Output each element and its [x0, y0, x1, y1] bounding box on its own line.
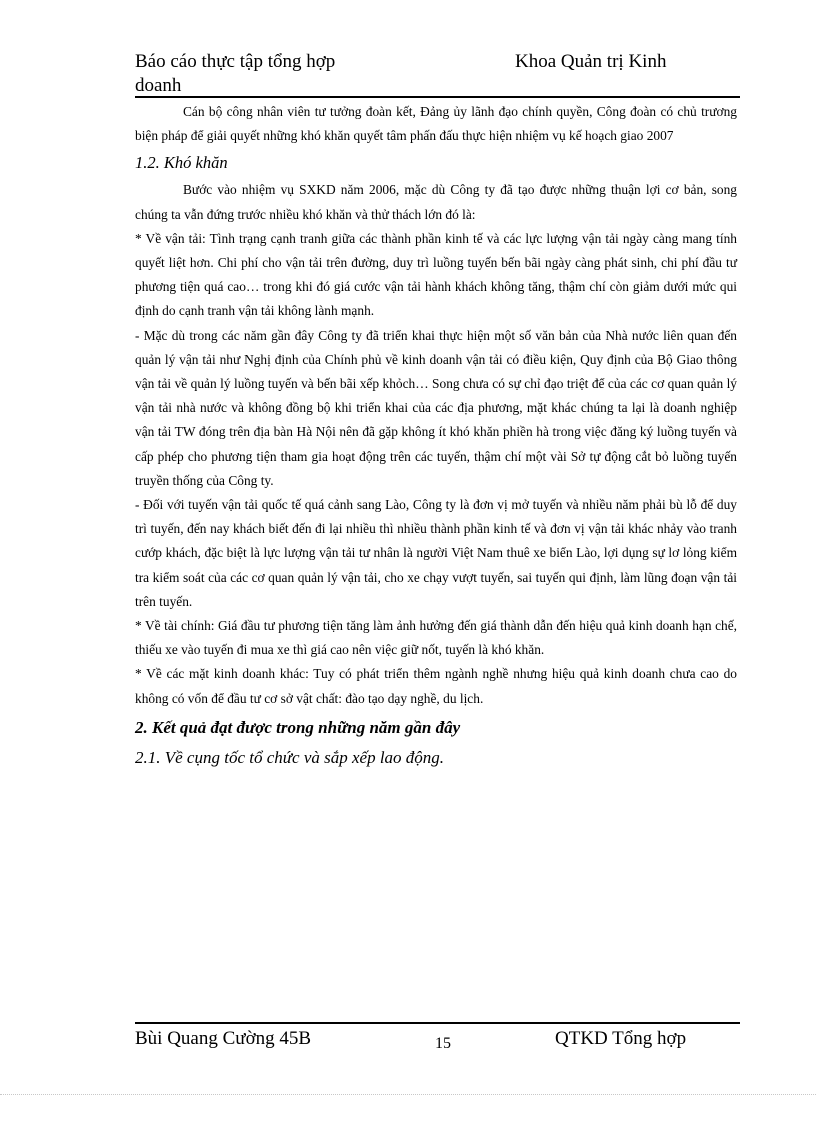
header-rule: [135, 96, 740, 98]
page-number: 15: [435, 1035, 451, 1052]
paragraph-intro-difficulties: Bước vào nhiệm vụ SXKD năm 2006, mặc dù Công ty đã tạo được những thuận lợi cơ bản, song chúng ta vẫn đứng trước nhiều khó khăn và thử thách lớn đó là:: [135, 182, 737, 222]
paragraph-transport: * Về vận tải: Tình trạng cạnh tranh giữa các thành phần kinh tế và các lực lượng vận tải ngày càng mang tính quyết liệt hơn. Chi phí cho vận tải trên đường, duy trì luồng tuyến bến bãi ngày càng phát sinh, chi phí đầu tư phương tiện quá cao… trong khi đó giá cước vận tải hành khách không tăng, thậm chí còn giảm dưới mức qui định do cạnh tranh vận tải không lành mạnh.: [135, 230, 737, 319]
heading-organization: 2.1. Về cụng tốc tổ chức và sắp xếp lao động.: [135, 747, 445, 767]
body-text: [135, 100, 737, 771]
header-department: Khoa Quản trị Kinh: [515, 51, 667, 72]
paragraph-laos-route: - Đối với tuyến vận tải quốc tế quá cảnh sang Lào, Công ty là đơn vị mở tuyến và nhiều năm phải bù lỗ để duy trì tuyến, đến nay khách biết đến đi lại nhiều thì nhiều thành phần kinh tế và đơn vị vận tải khác nhảy vào tranh cướp khách, đặc biệt là lực lượng vận tải tư nhân là người Việt Nam thuê xe biển Lào, lợi dụng sự lơ lỏng kiểm tra kiểm soát của các cơ quan quản lý vận tải, cho xe chạy vượt tuyến, sai tuyến qui định, làm lũng đoạn vận tải trên tuyến.: [135, 497, 737, 609]
paragraph-unity: Cán bộ công nhân viên tư tưởng đoàn kết, Đảng ủy lãnh đạo chính quyền, Công đoàn có chủ trương biện pháp để giải quyết những khó khăn quyết tâm phấn đấu thực hiện nhiệm vụ kế hoạch giao 2007: [135, 104, 737, 144]
footer-author: Bùi Quang Cường 45B: [135, 1028, 312, 1049]
paragraph-other-business: * Về các mặt kinh doanh khác: Tuy có phát triển thêm ngành nghề nhưng hiệu quả kinh doanh chưa cao do không có vốn để đầu tư cơ sở vật chất: đào tạo dạy nghề, du lịch.: [135, 666, 737, 706]
page-break-line: [0, 1094, 816, 1095]
footer-program: QTKD Tổng hợp: [555, 1028, 687, 1049]
footer-rule: [135, 1022, 740, 1024]
heading-results: 2. Kết quả đạt được trong những năm gần đây: [135, 717, 461, 737]
paragraph-regulations: - Mặc dù trong các năm gần đây Công ty đã triển khai thực hiện một số văn bản của Nhà nước liên quan đến quản lý vận tải như Nghị định của Chính phủ về kinh doanh vận tải có điều kiện, Quy định của Bộ Giao thông vận tải về quản lý luồng tuyến và bến bãi xếp khỏch… Song chưa có sự chỉ đạo triệt để của các cơ quan quản lý vận tải nhà nước và không đồng bộ khi triển khai của các địa phương, mặt khác chúng ta lại là doanh nghiệp vận tải TW đóng trên địa bàn Hà Nội nên đã gặp không ít khó khăn phiền hà trong việc đăng ký luồng tuyến và cấp phép cho phương tiện tham gia hoạt động trên các tuyến, thậm chí một vài Sở tự động cắt bỏ luồng tuyến truyền thống của Công ty.: [135, 327, 737, 488]
header-report-title: Báo cáo thực tập tổng hợp doanh: [135, 51, 336, 96]
heading-difficulties: 1.2. Khó khăn: [135, 153, 228, 173]
paragraph-finance: * Về tài chính: Giá đầu tư phương tiện tăng làm ảnh hưởng đến giá thành dẫn đến hiệu quả kinh doanh hạn chế, thiếu xe vào tuyến đi mua xe thì giá cao nên việc giữ nốt, tuyến là khó khăn.: [135, 618, 737, 658]
